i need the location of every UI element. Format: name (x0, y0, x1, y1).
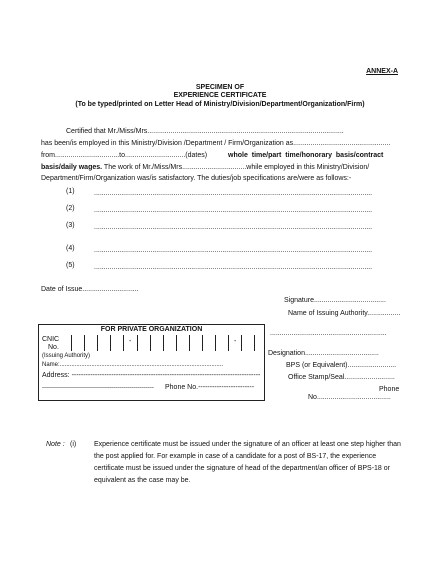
work-of: The work of Mr./Miss/Mrs.................................while employed in this Ministry/Division/ (102, 164, 370, 171)
body-line-1: Certified that Mr./Miss/Mrs..................................................................................................... (66, 128, 344, 135)
cnic-no-label: No. (48, 344, 59, 351)
duty-num-3: (3) (66, 222, 75, 229)
heading-title: EXPERIENCE CERTIFICATE (173, 92, 267, 99)
duty-line-1: ............................................................................................................................................... (94, 190, 373, 197)
private-dash-line: -------------------------------------------------------- (42, 385, 154, 391)
note-line-2: the post applied for. For example in case of a candidate for a post of BS-17, the experience (94, 453, 377, 460)
note-line-4: equivalent as the case may be. (94, 477, 191, 484)
private-phone-line: Phone No.------------------------ (165, 384, 255, 391)
duty-num-1: (1) (66, 188, 75, 195)
duty-line-4: ............................................................................................................................................... (94, 247, 373, 254)
date-of-issue: Date of Issue............................. (41, 286, 139, 293)
note-number: (i) (70, 441, 77, 448)
private-name-line: Name:.................................................................................................. (42, 362, 224, 368)
private-organization-box (38, 324, 265, 401)
issuing-authority-name: Name of Issuing Authority................. (288, 310, 401, 317)
note-line-3: certificate must be issued under the signature of head of the department/an officer of BPS-18 or (94, 465, 390, 472)
body-line-2: has been/is employed in this Ministry/Division /Department / Firm/Organization as.................................................. (41, 140, 391, 147)
signature-line: Signature..................................... (284, 297, 386, 304)
annex-label: ANNEX-A (366, 68, 398, 75)
body-line-3a: from.................................to...............................(dates) (41, 152, 208, 159)
heading-instruction: (To be typed/printed on Letter Head of Ministry/Division/Department/Organization/Firm) (75, 101, 365, 108)
private-address-line: Address: --------------------------------------------------------------------------------- (42, 372, 261, 379)
duty-line-5: ............................................................................................................................................... (94, 264, 373, 271)
body-line-4 (41, 164, 369, 171)
duty-line-2: ............................................................................................................................................... (94, 207, 373, 214)
duty-line-3: ............................................................................................................................................... (94, 224, 373, 231)
body-line-5: Department/Firm/Organization was/is satisfactory. The duties/job specifications are/were as follows:- (41, 175, 352, 182)
daily-wages: basis/daily wages. (41, 164, 103, 171)
office-stamp-line: Office Stamp/Seal.......................... (288, 374, 395, 381)
bps-line: BPS (or Equivalent)......................... (286, 362, 397, 369)
issuing-authority-note: (Issuing Authority) (42, 353, 91, 359)
cnic-digit-boxes[interactable]: - - (71, 335, 263, 351)
designation-line: Designation...................................... (268, 350, 379, 357)
note-label: Note : (46, 441, 65, 448)
duty-num-5: (5) (66, 262, 75, 269)
signature-dots: ............................................................ (270, 330, 387, 337)
private-box-title: FOR PRIVATE ORGANIZATION (100, 326, 203, 333)
duty-num-2: (2) (66, 205, 75, 212)
note-line-1: Experience certificate must be issued under the signature of an officer at least one step higher than (94, 441, 401, 448)
phone-number-line: No...................................... (308, 394, 391, 401)
phone-label: Phone (379, 386, 400, 393)
heading-specimen: SPECIMEN OF (195, 84, 245, 91)
body-line-3b: whole time/part time/honorary basis/contract (228, 152, 384, 159)
cnic-label: CNIC (42, 336, 60, 343)
duty-num-4: (4) (66, 245, 75, 252)
